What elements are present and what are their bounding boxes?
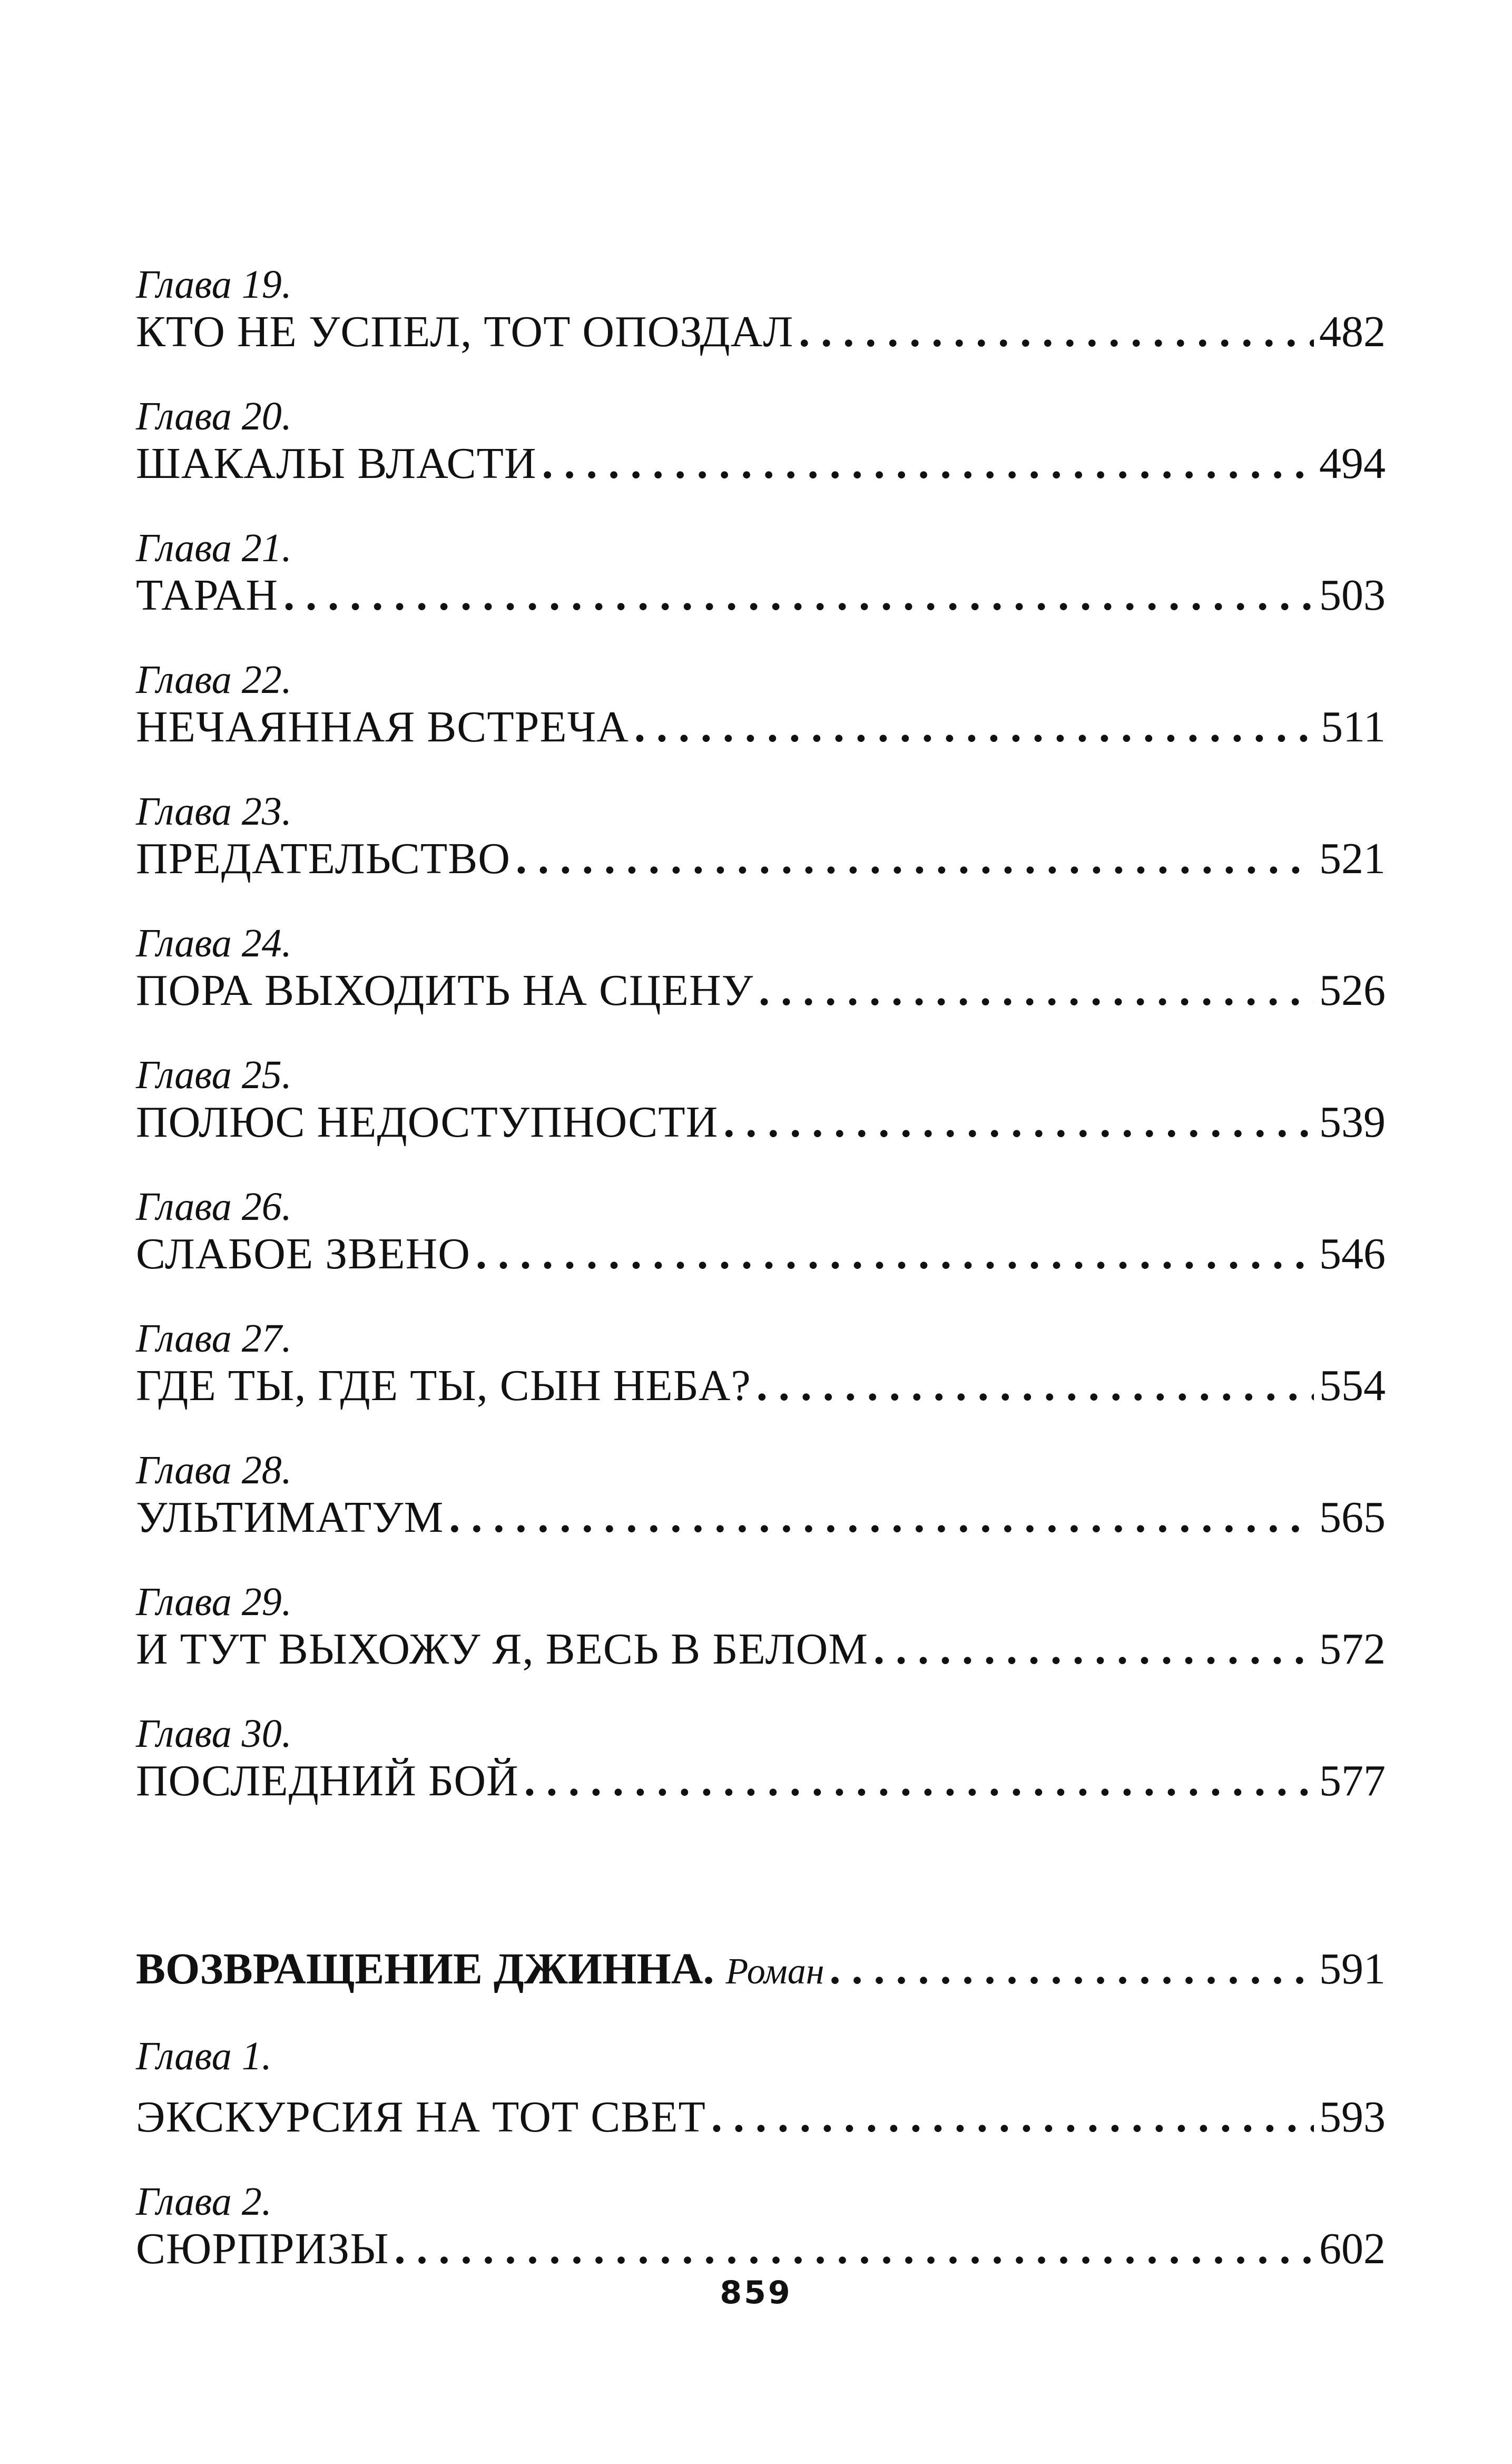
chapter-title: КТО НЕ УСПЕЛ, ТОТ ОПОЗДАЛ	[136, 307, 794, 356]
chapter-title: СЮРПРИЗЫ	[136, 2224, 389, 2273]
page-number: 602	[1319, 2224, 1386, 2273]
dot-leader	[524, 1759, 1314, 1803]
novel-subtitle: Роман	[725, 1951, 824, 1992]
page-number: 482	[1319, 307, 1386, 356]
toc-line	[136, 834, 1386, 883]
chapter-title: УЛЬТИМАТУМ	[136, 1493, 444, 1542]
chapter-title: ШАКАЛЫ ВЛАСТИ	[136, 439, 537, 488]
chapter-number: Глава 22.	[136, 658, 292, 702]
page-number: 577	[1319, 1756, 1386, 1805]
page-number: 593	[1319, 2093, 1386, 2142]
chapter-title: НЕЧАЯННАЯ ВСТРЕЧА	[136, 702, 629, 751]
page-number: 503	[1319, 571, 1386, 620]
chapter-title: ТАРАН	[136, 571, 279, 620]
dot-leader	[723, 1100, 1314, 1145]
dot-leader	[757, 1364, 1314, 1408]
dot-leader	[799, 310, 1314, 354]
chapter-title: ПРЕДАТЕЛЬСТВО	[136, 834, 510, 883]
chapter-number: Глава 27.	[136, 1316, 292, 1361]
chapter-number: Глава 29.	[136, 1580, 292, 1624]
novel-title: ВОЗВРАЩЕНИЕ ДЖИННА.	[136, 1944, 714, 1993]
dot-leader	[711, 2095, 1314, 2139]
toc-line	[136, 1361, 1386, 1410]
chapter-title: СЛАБОЕ ЗВЕНО	[136, 1229, 470, 1278]
dot-leader	[759, 969, 1314, 1013]
page-number: 526	[1319, 966, 1386, 1015]
chapter-title: ПОРА ВЫХОДИТЬ НА СЦЕНУ	[136, 966, 754, 1015]
page-number: 521	[1319, 834, 1386, 883]
chapter-number: Глава 21.	[136, 526, 292, 570]
chapter-number: Глава 20.	[136, 394, 292, 438]
page-number: 572	[1319, 1625, 1386, 1674]
dot-leader	[449, 1495, 1314, 1540]
dot-leader	[476, 1232, 1314, 1276]
page-number: 554	[1319, 1361, 1386, 1410]
page-number: 494	[1319, 439, 1386, 488]
chapter-title: ПОСЛЕДНИЙ БОЙ	[136, 1756, 519, 1805]
toc-line	[136, 702, 1386, 751]
dot-leader	[542, 442, 1314, 486]
page-number: 539	[1319, 1098, 1386, 1147]
toc-line	[136, 1100, 1386, 1145]
dot-leader	[634, 705, 1315, 749]
page-number: 546	[1319, 1229, 1386, 1278]
toc-line	[136, 1756, 1386, 1805]
chapter-number: Глава 30.	[136, 1712, 292, 1756]
chapter-number: Глава 28.	[136, 1448, 292, 1492]
toc-line	[136, 1944, 1386, 1993]
chapter-number: Глава 26.	[136, 1185, 292, 1229]
toc-line	[136, 1495, 1386, 1540]
toc-line	[136, 2224, 1386, 2273]
dot-leader	[873, 1627, 1314, 1671]
chapter-title: ЭКСКУРСИЯ НА ТОТ СВЕТ	[136, 2093, 706, 2142]
chapter-number: Глава 24.	[136, 921, 292, 965]
chapter-number: Глава 2.	[136, 2179, 272, 2224]
chapter-title: И ТУТ ВЫХОЖУ Я, ВЕСЬ В БЕЛОМ	[136, 1625, 868, 1674]
page-number: 565	[1319, 1493, 1386, 1542]
chapter-number: Глава 1.	[136, 2034, 272, 2078]
page-number: 511	[1321, 702, 1386, 751]
chapter-number: Глава 19.	[136, 262, 292, 307]
chapter-number: Глава 23.	[136, 789, 292, 834]
toc-line	[136, 1625, 1386, 1674]
toc-line	[136, 307, 1386, 356]
toc-line	[136, 573, 1386, 618]
toc-line	[136, 1229, 1386, 1278]
page-number: 591	[1319, 1944, 1386, 1993]
dot-leader	[516, 837, 1314, 881]
chapter-number: Глава 25.	[136, 1053, 292, 1097]
chapter-title: ГДЕ ТЫ, ГДЕ ТЫ, СЫН НЕБА?	[136, 1361, 751, 1410]
dot-leader	[829, 1947, 1314, 1991]
toc-line	[136, 966, 1386, 1015]
chapter-title: ПОЛЮС НЕДОСТУПНОСТИ	[136, 1098, 719, 1147]
dot-leader	[394, 2227, 1314, 2271]
page-folio: 859	[720, 2274, 792, 2311]
dot-leader	[283, 573, 1314, 618]
toc-line	[136, 2093, 1386, 2142]
toc-line	[136, 439, 1386, 488]
